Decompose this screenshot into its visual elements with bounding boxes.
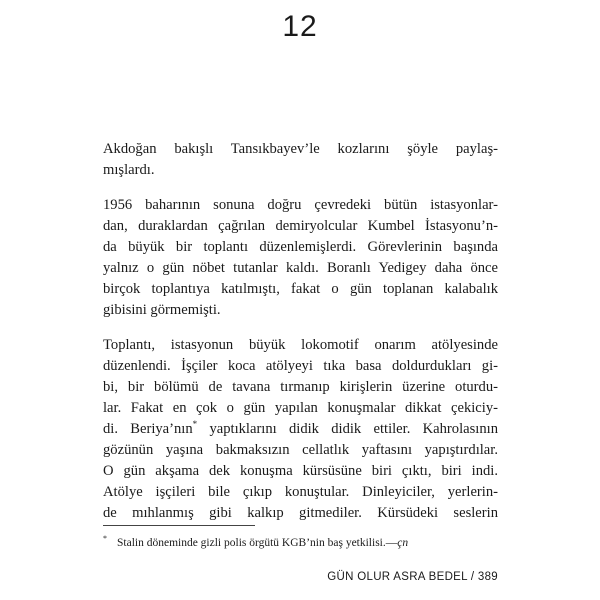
text-line: 1956 baharının sonuna doğru çevredeki bütün istasyonlar- <box>103 197 498 213</box>
text-line: Atölye işçileri bile çıkıp konuştular. Dinleyiciler, yerlerin- <box>103 484 498 500</box>
paragraph-2 <box>103 195 498 321</box>
footnote-text: Stalin döneminde gizli polis örgütü KGB’nin baş yetkilisi.— <box>117 536 398 549</box>
footnote-mark: * <box>103 534 107 543</box>
text-line: gözünün yaşına bakmaksızın cellatlık yaftasını yapıştırdılar. <box>103 442 498 458</box>
footnote-signature: çn <box>397 536 409 549</box>
text-line: gibisini görmemişti. <box>103 302 221 318</box>
body-text <box>103 139 498 524</box>
text-line-with-footnote <box>103 419 498 440</box>
text-line: da büyük bir toplantı düzenlemişlerdi. Görevlerinin başında <box>103 239 498 255</box>
text-line: dan, duraklardan çağrılan demiryolcular Kumbel İstasyonu’n- <box>103 218 498 234</box>
text-line: yalnız o gün nöbet tutanlar kaldı. Boranlı Yedigey daha önce <box>103 260 498 276</box>
text-line: birçok toplantıya katılmıştı, fakat o gün toplanan kalabalık <box>103 281 498 297</box>
paragraph-1 <box>103 139 498 181</box>
text-line: O gün akşama dek konuşma kürsüsüne biri çıktı, biri indi. <box>103 463 498 479</box>
text-line: lar. Fakat en çok o gün yapılan konuşmalar dikkat çekiciy- <box>103 400 498 416</box>
paragraph-3 <box>103 335 498 524</box>
running-footer: GÜN OLUR ASRA BEDEL / 389 <box>327 571 498 583</box>
text-line: de mıhlanmış gibi kalkıp gitmediler. Kürsüdeki seslerin <box>103 505 498 521</box>
footnote-reference: * <box>192 419 198 430</box>
text-line: Akdoğan bakışlı Tansıkbayev’le kozlarını şöyle paylaş- <box>103 141 498 157</box>
chapter-number: 12 <box>282 10 318 43</box>
text-segment: yaptıklarını didik didik ettiler. Kahrolasının <box>209 421 498 437</box>
text-line: Toplantı, istasyonun büyük lokomotif onarım atölyesinde <box>103 337 498 353</box>
text-segment: di. Beriya’nın <box>103 421 193 437</box>
text-line: mışlardı. <box>103 162 155 178</box>
footnote <box>103 534 498 549</box>
text-line: bi, bir bölümü de tavana tırmanıp kirişlerin üzerine oturdu- <box>103 379 498 395</box>
footnote-divider <box>103 525 255 526</box>
text-line: düzenlendi. İşçiler koca atölyeyi tıka basa doldurdukları gi- <box>103 358 498 374</box>
